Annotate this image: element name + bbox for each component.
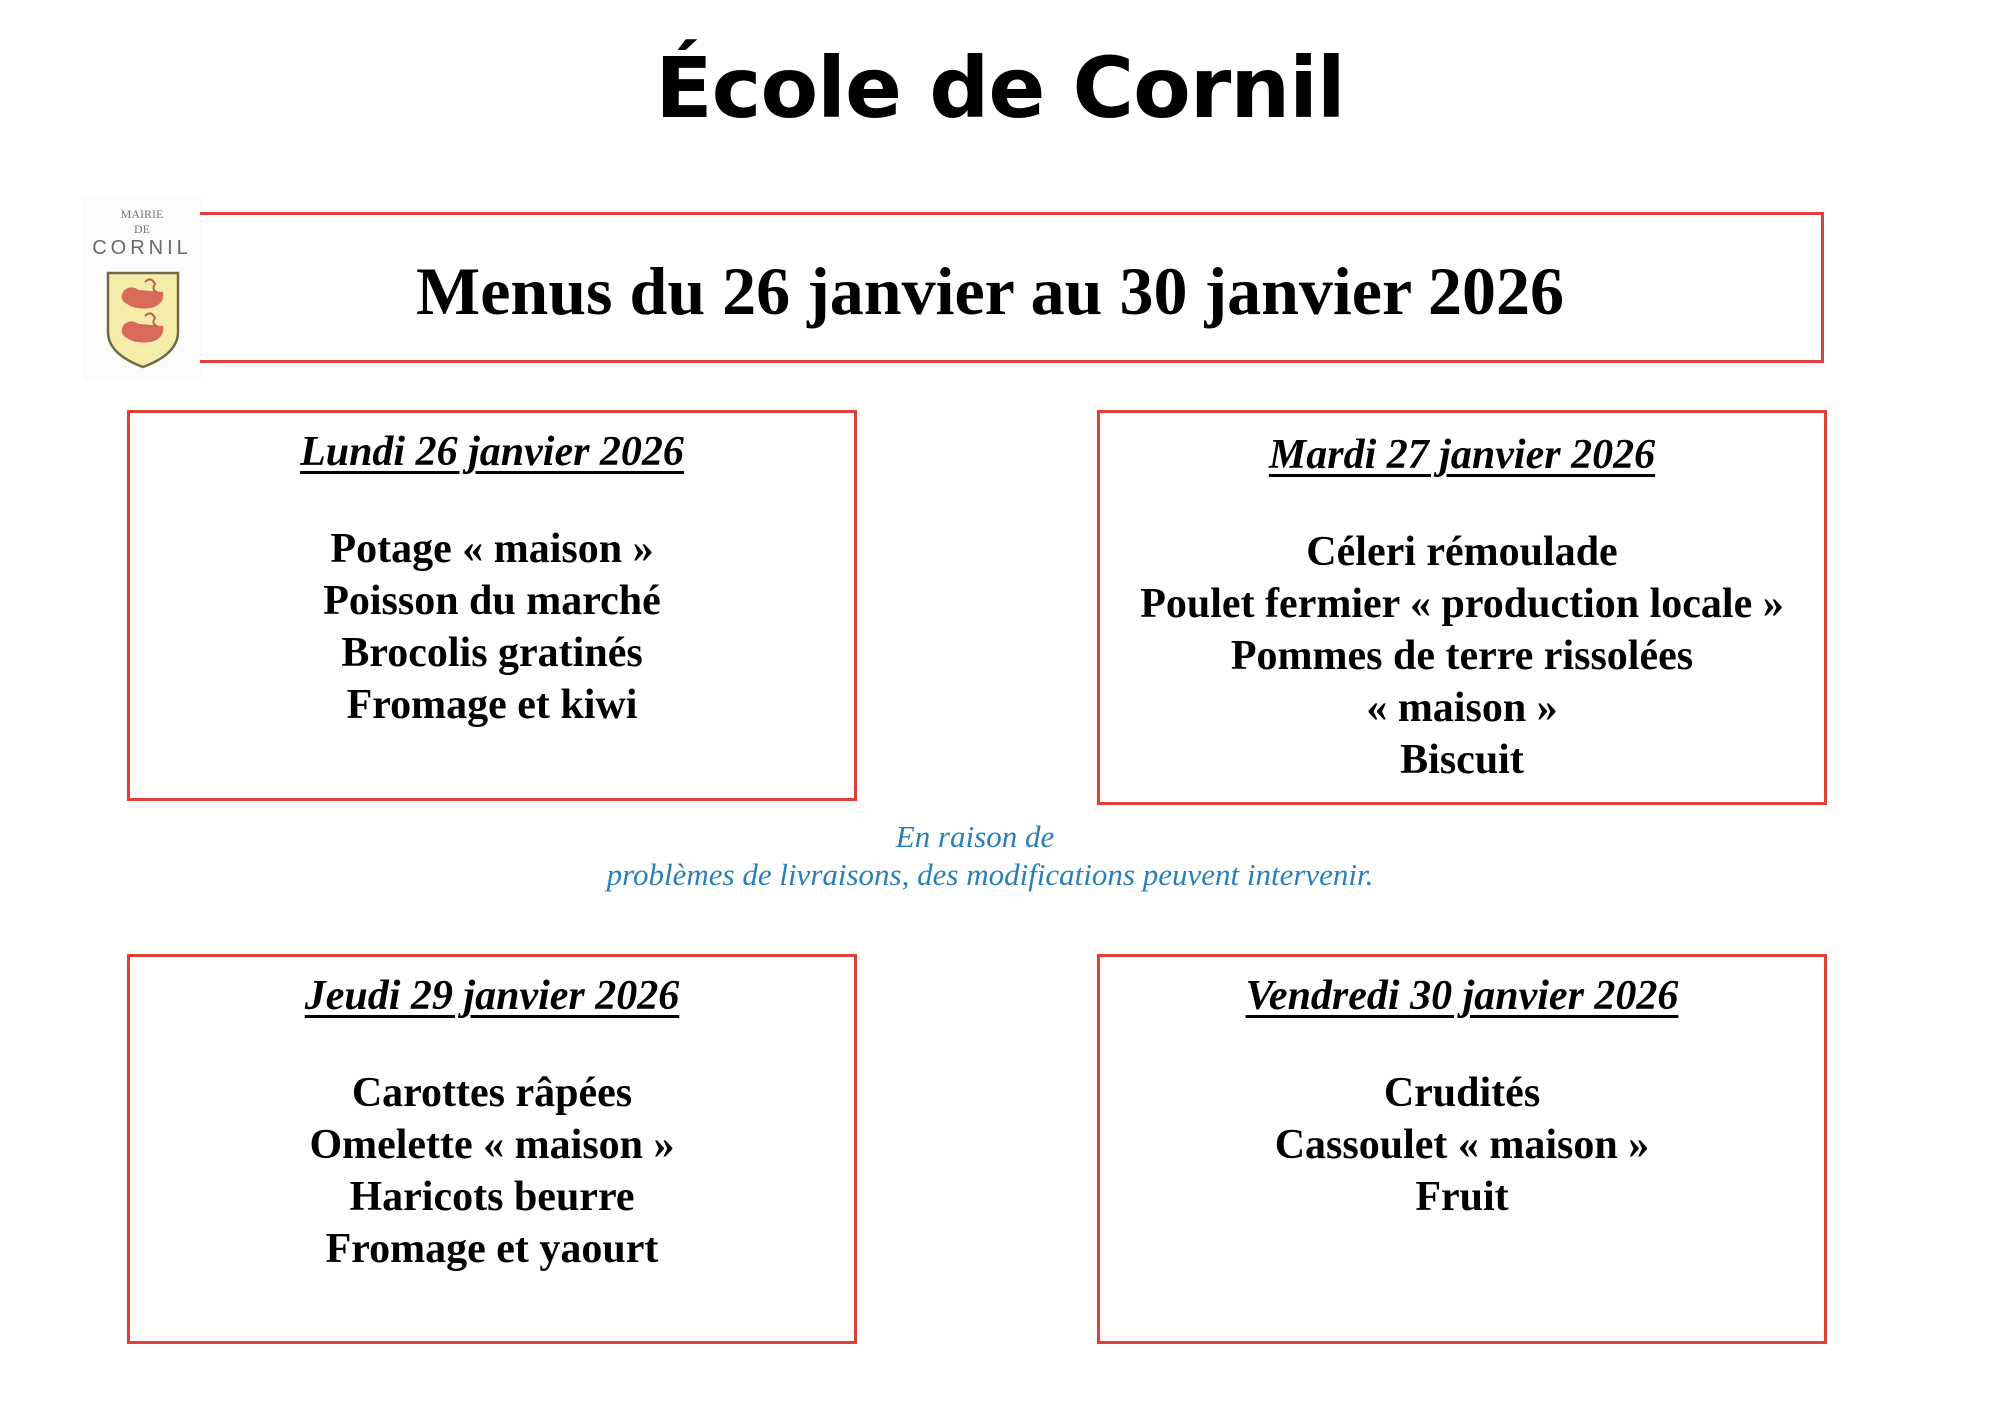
day-card-thursday <box>127 954 857 1344</box>
menu-item: « maison » <box>1366 685 1558 732</box>
menu-item: Poulet fermier « production locale » <box>1140 581 1784 628</box>
menu-item: Carottes râpées <box>351 1070 633 1117</box>
day-title: Jeudi 29 janvier 2026 <box>304 973 680 1019</box>
logo-line-cornil: CORNIL <box>92 237 192 259</box>
menu-item: Poisson du marché <box>323 578 661 625</box>
day-title: Mardi 27 janvier 2026 <box>1268 432 1656 478</box>
menu-item: Haricots beurre <box>349 1174 635 1221</box>
menu-item: Fromage et yaourt <box>325 1226 659 1273</box>
page-title: École de Cornil <box>655 39 1345 137</box>
menu-item: Cassoulet « maison » <box>1274 1122 1650 1169</box>
menu-item: Potage « maison » <box>330 526 654 573</box>
logo-line-de: DE <box>134 222 150 236</box>
delivery-notice <box>0 818 1980 894</box>
menu-period-heading: Menus du 26 janvier au 30 janvier 2026 <box>416 253 1564 329</box>
logo-line-mairie: MAIRIE <box>120 207 164 221</box>
menu-item: Fruit <box>1415 1174 1509 1221</box>
menu-item: Biscuit <box>1400 737 1524 784</box>
notice-line-2: problèmes de livraisons, des modifications peuvent intervenir. <box>606 857 1374 892</box>
day-title: Lundi 26 janvier 2026 <box>300 429 684 475</box>
menu-item: Crudités <box>1383 1070 1541 1117</box>
menu-items <box>1100 526 1824 786</box>
menu-item: Pommes de terre rissolées <box>1230 633 1694 680</box>
notice-line-1: En raison de <box>895 819 1055 854</box>
menu-item: Céleri rémoulade <box>1306 529 1618 576</box>
menu-item: Brocolis gratinés <box>341 630 643 677</box>
menu-items <box>1100 1067 1824 1223</box>
day-card-friday <box>1097 954 1827 1344</box>
menu-item: Fromage et kiwi <box>346 682 638 729</box>
day-card-tuesday <box>1097 410 1827 805</box>
menu-items <box>130 523 854 731</box>
day-title: Vendredi 30 janvier 2026 <box>1245 973 1679 1019</box>
day-card-monday <box>127 410 857 801</box>
menu-items <box>130 1067 854 1275</box>
menu-item: Omelette « maison » <box>309 1122 675 1169</box>
